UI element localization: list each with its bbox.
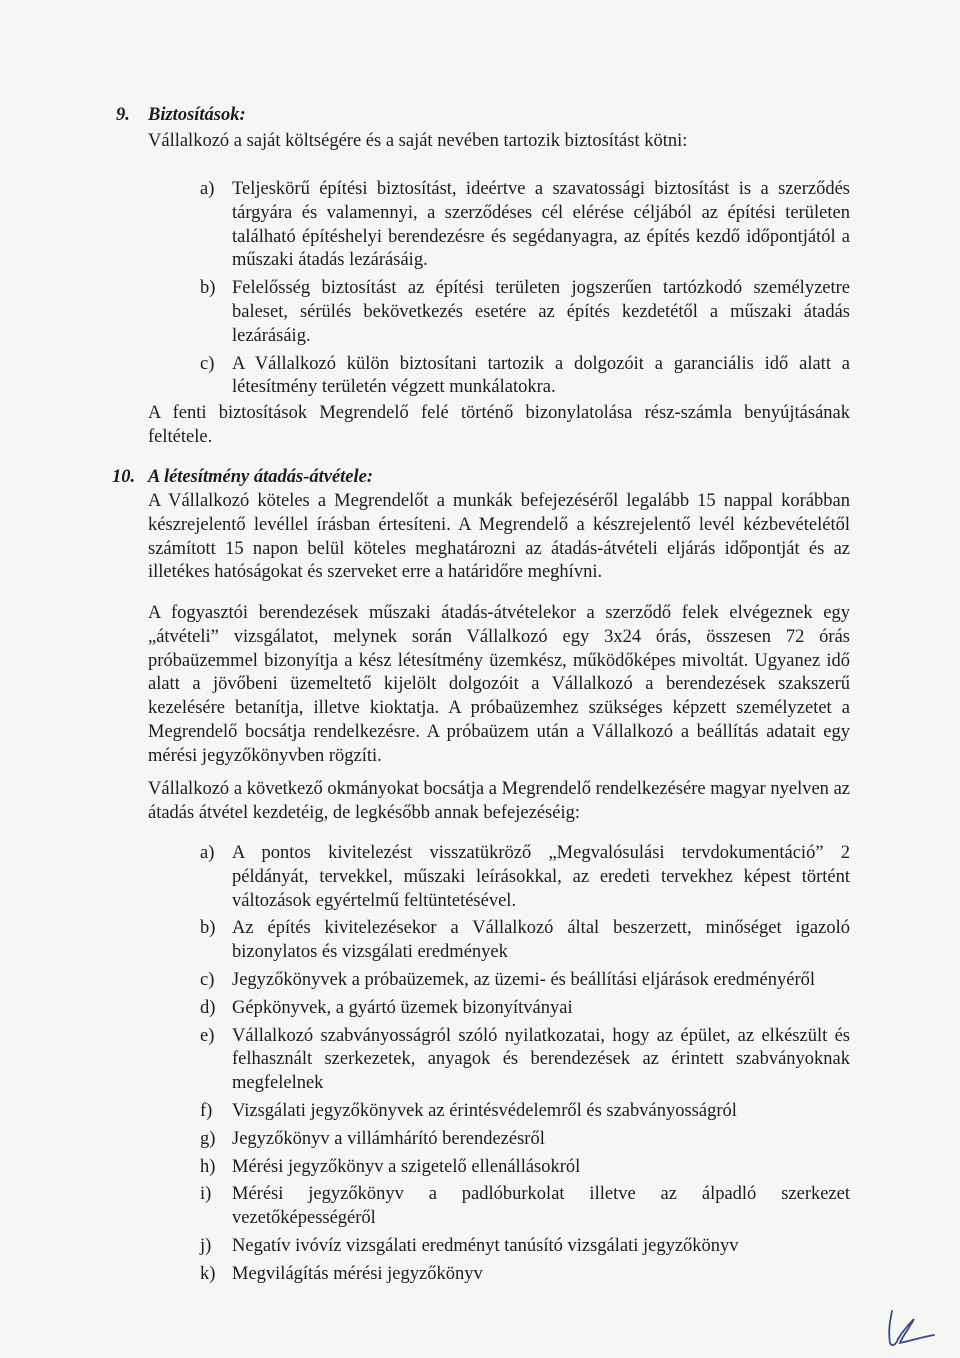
list-text: A pontos kivitelezést visszatükröző „Megvalósulási tervdokumentáció” 2 példányát, tervekkel, műszaki leírásokkal, az eredeti tervekhez képest történt változások egyértelmű feltüntetésével. xyxy=(232,843,850,911)
section-10-paragraph-3: Vállalkozó a következő okmányokat bocsátja a Megrendelő rendelkezésére magyar nyelven az átadás átvétel kezdetéig, de legkésőbb annak befejezéséig: xyxy=(148,779,850,823)
section-9-intro: Vállalkozó a saját költségére és a saját nevében tartozik biztosítást kötni: xyxy=(148,131,688,151)
section-9-number: 9. xyxy=(116,105,130,125)
section-10-heading xyxy=(112,466,373,488)
list-item xyxy=(200,842,850,913)
list-text: Felelősség biztosítást az építési területen jogszerűen tartózkodó személyzetre baleset, sérülés bekövetkezés esetére az építés kezdetétől a műszaki átadás lezárásáig. xyxy=(232,278,850,346)
list-text: Jegyzőkönyv a villámhárító berendezésről xyxy=(232,1128,545,1149)
list-text: Gépkönyvek, a gyártó üzemek bizonyítványai xyxy=(232,997,573,1018)
list-item xyxy=(200,997,850,1021)
section-9-title: Biztosítások: xyxy=(148,105,246,125)
list-marker: f) xyxy=(200,1100,213,1121)
list-marker: i) xyxy=(200,1184,212,1205)
section-10-paragraph-1: A Vállalkozó köteles a Megrendelőt a munkák befejezéséről legalább 15 nappal korábban készrejelentő levéllel írásban értesíteni. A Megrendelő a készrejelentő levél kézbevételétől számított 15 napon belül köteles meghatározni az átadás-átvételi eljárás időpontját és az illetékes hatóságokat és szerveket erre a határidőre meghívni. xyxy=(148,491,850,583)
list-item xyxy=(200,1183,850,1231)
list-text: Vállalkozó szabványosságról szóló nyilatkozatai, hogy az épület, az elkészült és felhasznált szerkezetek, anyagok és berendezések az érintett szabványoknak megfelelnek xyxy=(232,1025,850,1094)
list-marker: e) xyxy=(200,1025,215,1046)
list-marker: a) xyxy=(200,843,215,863)
section-9-closing: A fenti biztosítások Megrendelő felé történő bizonylatolása rész-számla benyújtásának feltétele. xyxy=(148,403,850,447)
list-item xyxy=(200,1263,850,1287)
list-marker: g) xyxy=(200,1128,216,1149)
section-10-paragraph-2: A fogyasztói berendezések műszaki átadás-átvételekor a szerződő felek elvégeznek egy „átvételi” vizsgálatot, melynek során Vállalkozó egy 3x24 órás, összesen 72 órás próbaüzemmel bizonyítja a kész létesítmény üzemkész, működőképes mivoltát. Ugyanez idő alatt a jövőbeni üzemeltető kijelölt dolgozóit a Vállalkozó a berendezések szakszerű kezelésére betanítja, illetve kioktatja. A próbaüzemhez szükséges képzett személyzetet a Megrendelő bocsátja rendelkezésre. A próbaüzem után a Vállalkozó a beállítás adatait egy mérési jegyzőkönyvben rögzíti. xyxy=(148,603,850,766)
documents-list xyxy=(200,842,850,1291)
list-marker: k) xyxy=(200,1263,216,1284)
list-text: Megvilágítás mérési jegyzőkönyv xyxy=(232,1263,483,1284)
list-text: Vizsgálati jegyzőkönyvek az érintésvédelemről és szabványosságról xyxy=(232,1100,737,1121)
list-item xyxy=(200,1156,850,1180)
section-10-title: A létesítmény átadás-átvétele: xyxy=(148,467,374,487)
list-item xyxy=(200,1235,850,1259)
list-item xyxy=(200,178,850,273)
list-item xyxy=(200,917,850,965)
list-marker: c) xyxy=(200,969,215,990)
list-item xyxy=(200,277,850,348)
list-text: A Vállalkozó külön biztosítani tartozik a dolgozóit a garanciális idő alatt a létesítmény területén végzett munkálatokra. xyxy=(232,353,850,398)
list-marker: b) xyxy=(200,918,216,939)
list-text: Teljeskörű építési biztosítást, ideértve a szavatossági biztosítást is a szerződés tárgyára és valamennyi, a szerződéses cél elérése céljából az építési területen található építéshelyi berendezésre és segédanyagra, az építés kezdő időpontjától a műszaki átadás lezárásáig. xyxy=(232,179,850,271)
signature-mark-icon xyxy=(870,1305,940,1350)
list-marker: d) xyxy=(200,997,216,1018)
section-10-number: 10. xyxy=(112,467,136,487)
list-item xyxy=(200,1128,850,1152)
list-text: Jegyzőkönyvek a próbaüzemek, az üzemi- és beállítási eljárások eredményéről xyxy=(232,969,816,990)
list-marker: h) xyxy=(200,1156,216,1177)
list-text: Mérési jegyzőkönyv a padlóburkolat illetve az álpadló szerkezet vezetőképességéről xyxy=(232,1184,850,1229)
list-text: Az építés kivitelezésekor a Vállalkozó által beszerzett, minőséget igazoló bizonylatos és vizsgálati eredmények xyxy=(232,918,850,963)
list-marker: c) xyxy=(200,353,215,374)
list-item xyxy=(200,1100,850,1124)
section-9-list xyxy=(200,178,850,404)
list-text: Mérési jegyzőkönyv a szigetelő ellenállásokról xyxy=(232,1156,581,1177)
list-marker: j) xyxy=(200,1235,212,1256)
list-marker: b) xyxy=(200,278,216,299)
list-text: Negatív ivóvíz vizsgálati eredményt tanúsító vizsgálati jegyzőkönyv xyxy=(232,1235,739,1256)
section-9-heading xyxy=(116,104,246,126)
list-marker: a) xyxy=(200,179,215,199)
list-item xyxy=(200,969,850,993)
list-item xyxy=(200,353,850,401)
list-item xyxy=(200,1025,850,1096)
